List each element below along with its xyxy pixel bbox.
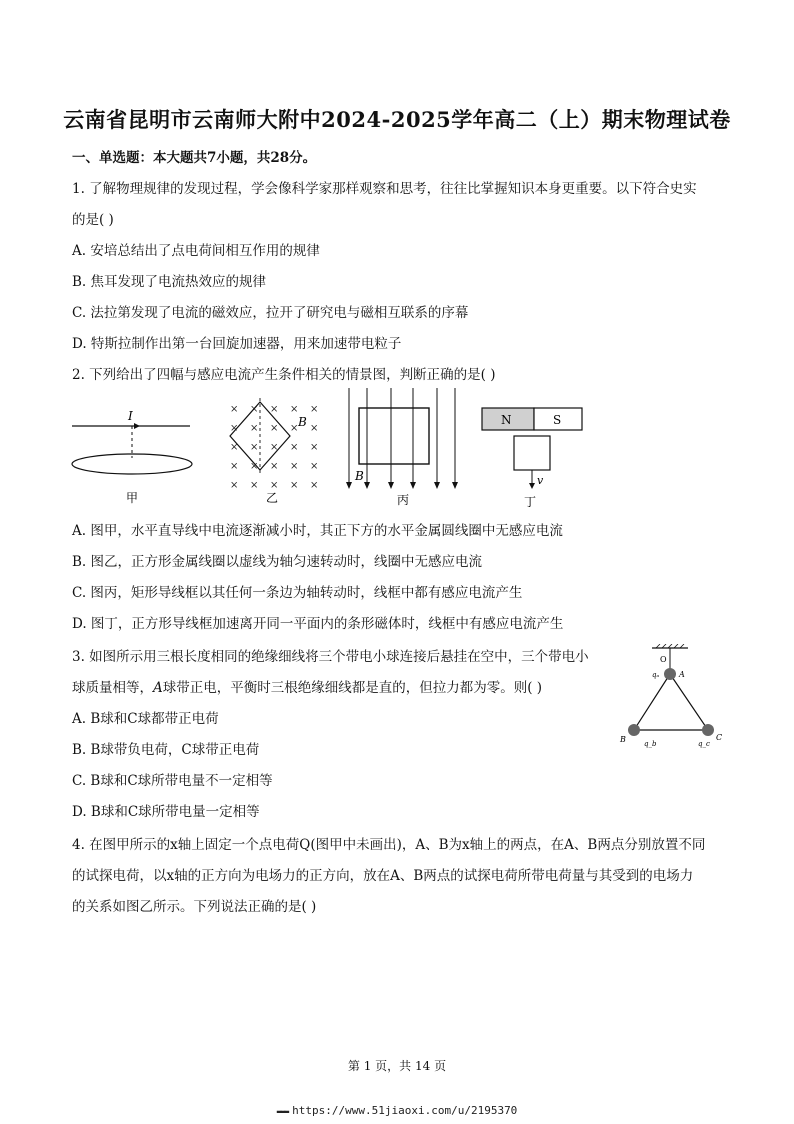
svg-text:×: × — [290, 423, 299, 434]
q3-figure-triangle — [612, 644, 728, 758]
q2-option-a: A. 图甲，水平直导线中电流逐渐减小时，其正下方的水平金属圆线圈中无感应电流 — [72, 523, 563, 539]
q2-option-c: C. 图丙，矩形导线框以其任何一条边为轴转动时，线框中都有感应电流产生 — [72, 585, 523, 601]
q1-option-c: C. 法拉第发现了电流的磁效应，拉开了研究电与磁相互联系的序幕 — [72, 305, 469, 321]
svg-text:×: × — [270, 461, 279, 472]
svg-text:×: × — [250, 480, 259, 491]
q3-option-d: D. B球和C球所带电量一定相等 — [72, 804, 260, 820]
svg-text:×: × — [250, 442, 259, 453]
svg-text:×: × — [250, 461, 259, 472]
magnet-s: S — [553, 413, 562, 427]
q2-figure-yi — [226, 396, 326, 514]
magnet-n: N — [501, 413, 512, 427]
q2-stem: 2. 下列给出了四幅与感应电流产生条件相关的情景图，判断正确的是( ) — [72, 367, 496, 383]
svg-text:×: × — [230, 423, 239, 434]
svg-text:×: × — [310, 442, 319, 453]
q3-stem-line1: 3. 如图所示用三根长度相同的绝缘细线将三个带电小球连接后悬挂在空中，三个带电小 — [72, 649, 589, 665]
q3-option-c: C. B球和C球所带电量不一定相等 — [72, 773, 273, 789]
fig-label-bing: 丙 — [397, 493, 410, 507]
q1-stem-line2: 的是( ) — [72, 212, 114, 228]
label-qc: q_c — [698, 740, 710, 748]
section-heading: 一、单选题：本大题共7小题，共28分。 — [72, 150, 317, 166]
svg-text:×: × — [310, 461, 319, 472]
fig-label-jia: 甲 — [126, 491, 139, 505]
svg-text:×: × — [230, 442, 239, 453]
q2-option-d: D. 图丁，正方形导线框加速离开同一平面内的条形磁体时，线框中有感应电流产生 — [72, 616, 564, 632]
q1-option-b: B. 焦耳发现了电流热效应的规律 — [72, 274, 267, 290]
svg-text:×: × — [290, 404, 299, 415]
q3-option-a: A. B球和C球都带正电荷 — [72, 711, 219, 727]
current-label: I — [128, 409, 133, 423]
svg-text:×: × — [290, 442, 299, 453]
q1-option-a: A. 安培总结出了点电荷间相互作用的规律 — [72, 243, 320, 259]
label-a: A — [679, 670, 685, 679]
field-label-yi: B — [298, 415, 307, 429]
q2-figure-bing — [341, 386, 465, 514]
field-label-bing: B — [355, 469, 364, 483]
svg-text:×: × — [310, 480, 319, 491]
q2-figure-jia — [66, 398, 196, 514]
q1-option-d: D. 特斯拉制作出第一台回旋加速器，用来加速带电粒子 — [72, 336, 402, 352]
svg-text:×: × — [310, 423, 319, 434]
page-title: 云南省昆明市云南师大附中2024-2025学年高二（上）期末物理试卷 — [63, 107, 731, 132]
page-footer: 第 1 页，共 14 页 — [347, 1059, 447, 1073]
label-c: C — [716, 733, 723, 742]
svg-text:×: × — [270, 442, 279, 453]
velocity-label: v — [537, 474, 544, 487]
svg-text:×: × — [230, 480, 239, 491]
label-qa: qₐ — [652, 671, 660, 679]
svg-text:×: × — [250, 423, 259, 434]
watermark-mark: ▬▬▬ — [276, 1107, 289, 1116]
q3-stem-line2: 球质量相等，A球带正电，平衡时三根绝缘细线都是直的，但拉力都为零。则( ) — [72, 680, 543, 696]
q4-stem-line2: 的试探电荷，以x轴的正方向为电场力的正方向，放在A、B两点的试探电荷所带电荷量与其受到的电场力 — [72, 868, 694, 884]
q2-option-b: B. 图乙，正方形金属线圈以虚线为轴匀速转动时，线圈中无感应电流 — [72, 554, 483, 570]
q4-stem-line1: 4. 在图甲所示的x轴上固定一个点电荷Q(图甲中未画出)，A、B为x轴上的两点，在A、B两点分别放置不同 — [72, 837, 706, 853]
fig-label-ding: 丁 — [524, 495, 537, 509]
watermark — [0, 1104, 794, 1117]
label-qb: q_b — [644, 740, 657, 748]
svg-text:×: × — [290, 480, 299, 491]
q2-figure-ding — [476, 404, 588, 516]
svg-text:×: × — [250, 404, 259, 415]
q3-option-b: B. B球带负电荷，C球带正电荷 — [72, 742, 260, 758]
q4-stem-line3: 的关系如图乙所示。下列说法正确的是( ) — [72, 899, 317, 915]
svg-text:×: × — [270, 423, 279, 434]
svg-text:×: × — [310, 404, 319, 415]
label-b: B — [620, 735, 626, 744]
svg-text:×: × — [230, 461, 239, 472]
q1-stem-line1: 1. 了解物理规律的发现过程，学会像科学家那样观察和思考，往往比掌握知识本身更重要。以下符合史实 — [72, 181, 697, 197]
watermark-url: https://www.51jiaoxi.com/u/2195370 — [292, 1104, 518, 1117]
fig-label-yi: 乙 — [266, 491, 279, 505]
svg-text:×: × — [270, 404, 279, 415]
svg-text:×: × — [230, 404, 239, 415]
label-o: O — [660, 655, 667, 664]
svg-text:×: × — [270, 480, 279, 491]
svg-text:×: × — [290, 461, 299, 472]
